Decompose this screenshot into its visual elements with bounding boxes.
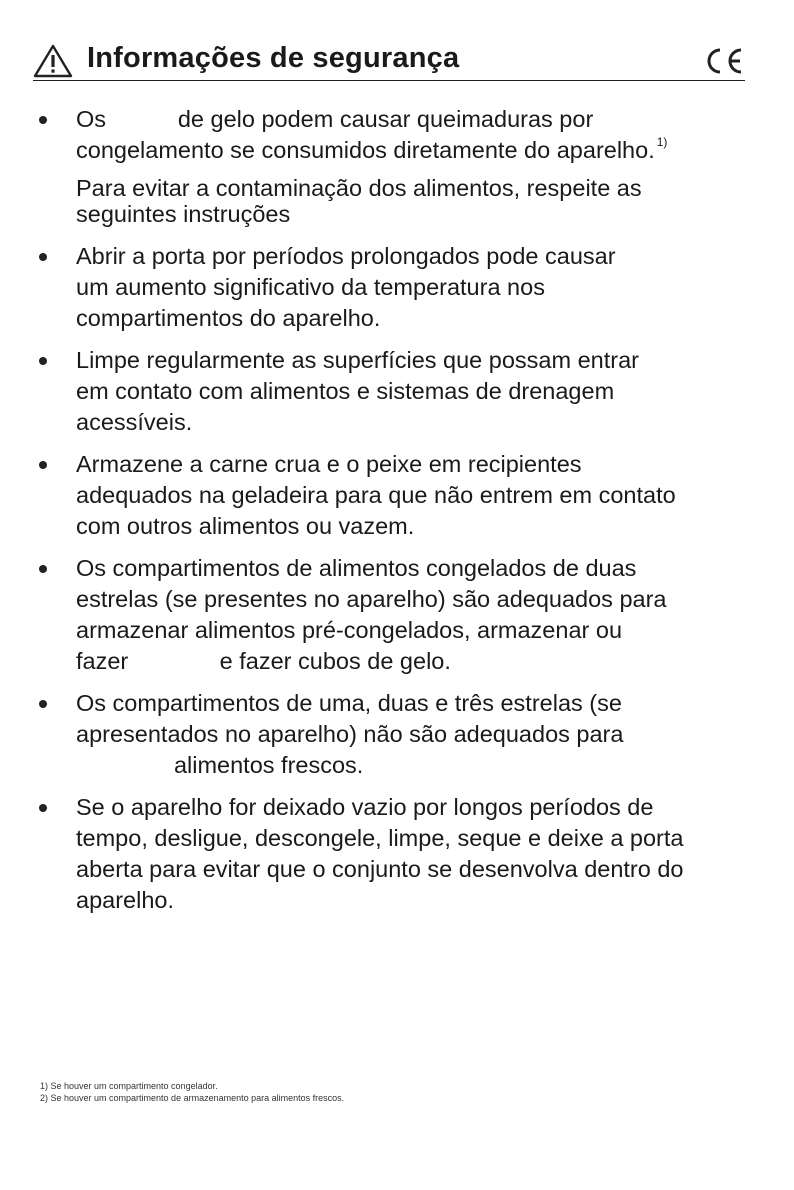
bullet-icon <box>39 357 47 365</box>
list-item <box>33 688 753 781</box>
item-text: Os compartimentos de alimentos congelados de duas estrelas (se presentes no aparelho) são adequados para armazenar alimentos pré-congelados, armazenar ou fazer e fazer cubos de gelo. <box>76 555 667 674</box>
bullet-icon <box>39 565 47 573</box>
safety-list <box>33 104 753 927</box>
item-text: Os de gelo podem causar queimaduras por congelamento se consumidos diretamente do aparelho. <box>76 106 655 163</box>
instruction-note: Para evitar a contaminação dos alimentos, respeite as seguintes instruções <box>76 175 642 227</box>
list-item <box>33 104 753 166</box>
list-item <box>33 553 753 677</box>
list-item <box>33 241 753 334</box>
footnote-1: 1) Se houver um compartimento congelador. <box>40 1081 218 1091</box>
warning-triangle-icon <box>33 44 73 78</box>
page-title: Informações de segurança <box>87 42 460 74</box>
bullet-icon <box>39 116 47 124</box>
item-text: Abrir a porta por períodos prolongados pode causar um aumento significativo da temperatura nos compartimentos do aparelho. <box>76 243 616 331</box>
ce-mark-icon <box>703 46 745 76</box>
item-text: Se o aparelho for deixado vazio por longos períodos de tempo, desligue, descongele, limpe, seque e deixe a porta aberta para evitar que o conjunto se desenvolva dentro do aparelho. <box>76 794 684 913</box>
bullet-icon <box>39 804 47 812</box>
footnotes <box>40 1080 344 1104</box>
footnote-ref: 1) <box>656 135 668 149</box>
item-text: Armazene a carne crua e o peixe em recipientes adequados na geladeira para que não entrem em contato com outros alimentos ou vazem. <box>76 451 676 539</box>
bullet-icon <box>39 700 47 708</box>
list-item <box>33 449 753 542</box>
item-text: Limpe regularmente as superfícies que possam entrar em contato com alimentos e sistemas de drenagem acessíveis. <box>76 347 639 435</box>
item-text: Os compartimentos de uma, duas e três estrelas (se apresentados no aparelho) não são adequados para alimentos frescos. <box>76 690 624 778</box>
bullet-icon <box>39 253 47 261</box>
footnote-2: 2) Se houver um compartimento de armazenamento para alimentos frescos. <box>40 1093 345 1103</box>
list-item <box>33 792 753 916</box>
list-item <box>33 345 753 438</box>
bullet-icon <box>39 461 47 469</box>
section-header <box>33 40 745 81</box>
